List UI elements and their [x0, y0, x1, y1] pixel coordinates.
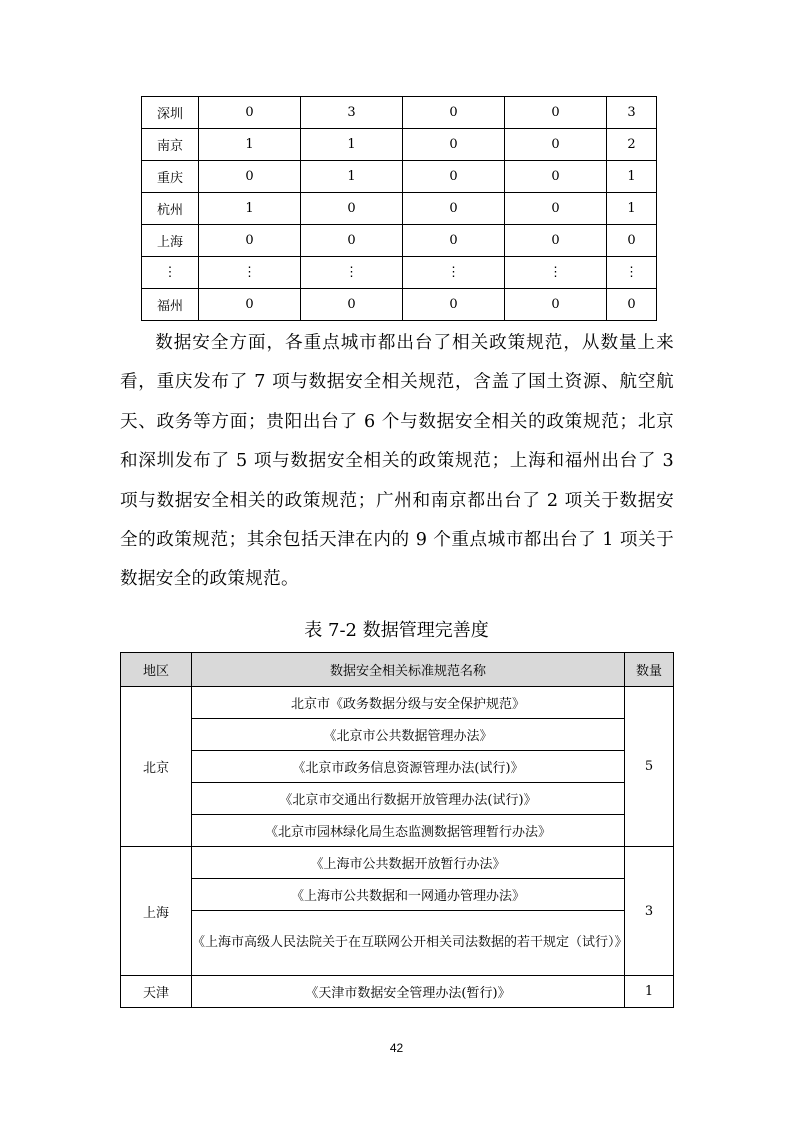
region-cell-shanghai: 上海 [121, 847, 192, 976]
value-cell: 0 [505, 289, 607, 321]
ellipsis-cell: ⋮ [607, 257, 657, 289]
region-cell-tianjin: 天津 [121, 976, 192, 1008]
ellipsis-cell: ⋮ [403, 257, 505, 289]
table-row [121, 879, 674, 911]
city-cell: 重庆 [142, 161, 199, 193]
value-cell: 0 [301, 225, 403, 257]
page-number: 42 [389, 1041, 404, 1055]
table-row [142, 129, 657, 161]
city-cell: 南京 [142, 129, 199, 161]
value-cell: 1 [199, 193, 301, 225]
value-cell: 0 [199, 97, 301, 129]
city-cell: 杭州 [142, 193, 199, 225]
standard-name-cell: 《天津市数据安全管理办法(暂行)》 [192, 976, 625, 1008]
value-cell: 0 [403, 129, 505, 161]
standard-name-cell: 北京市《政务数据分级与安全保护规范》 [192, 687, 625, 719]
ellipsis-cell: ⋮ [199, 257, 301, 289]
header-count: 数量 [625, 653, 674, 687]
value-cell: 2 [607, 129, 657, 161]
value-cell: 1 [607, 193, 657, 225]
value-cell: 0 [199, 289, 301, 321]
value-cell: 3 [607, 97, 657, 129]
standards-table [120, 652, 674, 1008]
table-row [121, 687, 674, 719]
value-cell: 0 [505, 193, 607, 225]
value-cell: 3 [301, 97, 403, 129]
standard-name-cell: 《上海市公共数据开放暂行办法》 [192, 847, 625, 879]
header-name: 数据安全相关标准规范名称 [192, 653, 625, 687]
standard-name-cell: 《北京市交通出行数据开放管理办法(试行)》 [192, 783, 625, 815]
table-header-row [121, 653, 674, 687]
table-row [142, 193, 657, 225]
city-cell: 上海 [142, 225, 199, 257]
count-cell-beijing: 5 [625, 687, 674, 847]
table-row [121, 783, 674, 815]
value-cell: 1 [301, 129, 403, 161]
value-cell: 0 [199, 161, 301, 193]
value-cell: 0 [505, 225, 607, 257]
value-cell: 0 [403, 97, 505, 129]
table-row [121, 815, 674, 847]
table-row [142, 225, 657, 257]
standard-name-cell: 《上海市高级人民法院关于在互联网公开相关司法数据的若干规定（试行）》 [192, 911, 625, 976]
value-cell: 0 [403, 193, 505, 225]
table-row [121, 719, 674, 751]
standard-name-cell: 《上海市公共数据和一网通办管理办法》 [192, 879, 625, 911]
table-caption: 表 7-2 数据管理完善度 [304, 620, 489, 641]
value-cell: 0 [403, 161, 505, 193]
table-row [121, 751, 674, 783]
value-cell: 1 [607, 161, 657, 193]
ellipsis-cell: ⋮ [301, 257, 403, 289]
table-row [142, 97, 657, 129]
city-cell: 福州 [142, 289, 199, 321]
standard-name-cell: 《北京市政务信息资源管理办法(试行)》 [192, 751, 625, 783]
ellipsis-cell: ⋮ [142, 257, 199, 289]
value-cell: 0 [607, 225, 657, 257]
city-cell: 深圳 [142, 97, 199, 129]
value-cell: 0 [199, 225, 301, 257]
table-row-ellipsis [142, 257, 657, 289]
value-cell: 0 [301, 289, 403, 321]
table-row [142, 289, 657, 321]
body-paragraph: 数据安全方面，各重点城市都出台了相关政策规范，从数量上来看，重庆发布了 7 项与数据安全相关规范，含盖了国土资源、航空航天、政务等方面；贵阳出台了 6 个与数据安全相关的政策规范；北京和深圳发布了 5 项与数据安全相关的政策规范；上海和福州出台了 3 项与数据安全相关的政策规范；广州和南京都出台了 2 项关于数据安全的政策规范；其余包括天津在内的 9 个重点城市都出台了 1 项关于数据安全的政策规范。 [120, 333, 674, 590]
value-cell: 0 [301, 193, 403, 225]
value-cell: 0 [505, 129, 607, 161]
table-row [142, 161, 657, 193]
standard-name-cell: 《北京市园林绿化局生态监测数据管理暂行办法》 [192, 815, 625, 847]
value-cell: 0 [505, 161, 607, 193]
city-stats-table [141, 96, 657, 321]
count-cell-tianjin: 1 [625, 976, 674, 1008]
value-cell: 0 [607, 289, 657, 321]
region-cell-beijing: 北京 [121, 687, 192, 847]
header-region: 地区 [121, 653, 192, 687]
standard-name-cell: 《北京市公共数据管理办法》 [192, 719, 625, 751]
value-cell: 0 [403, 289, 505, 321]
table-row [121, 847, 674, 879]
value-cell: 0 [505, 97, 607, 129]
table-row [121, 911, 674, 976]
value-cell: 1 [301, 161, 403, 193]
table-row [121, 976, 674, 1008]
ellipsis-cell: ⋮ [505, 257, 607, 289]
value-cell: 1 [199, 129, 301, 161]
count-cell-shanghai: 3 [625, 847, 674, 976]
value-cell: 0 [403, 225, 505, 257]
